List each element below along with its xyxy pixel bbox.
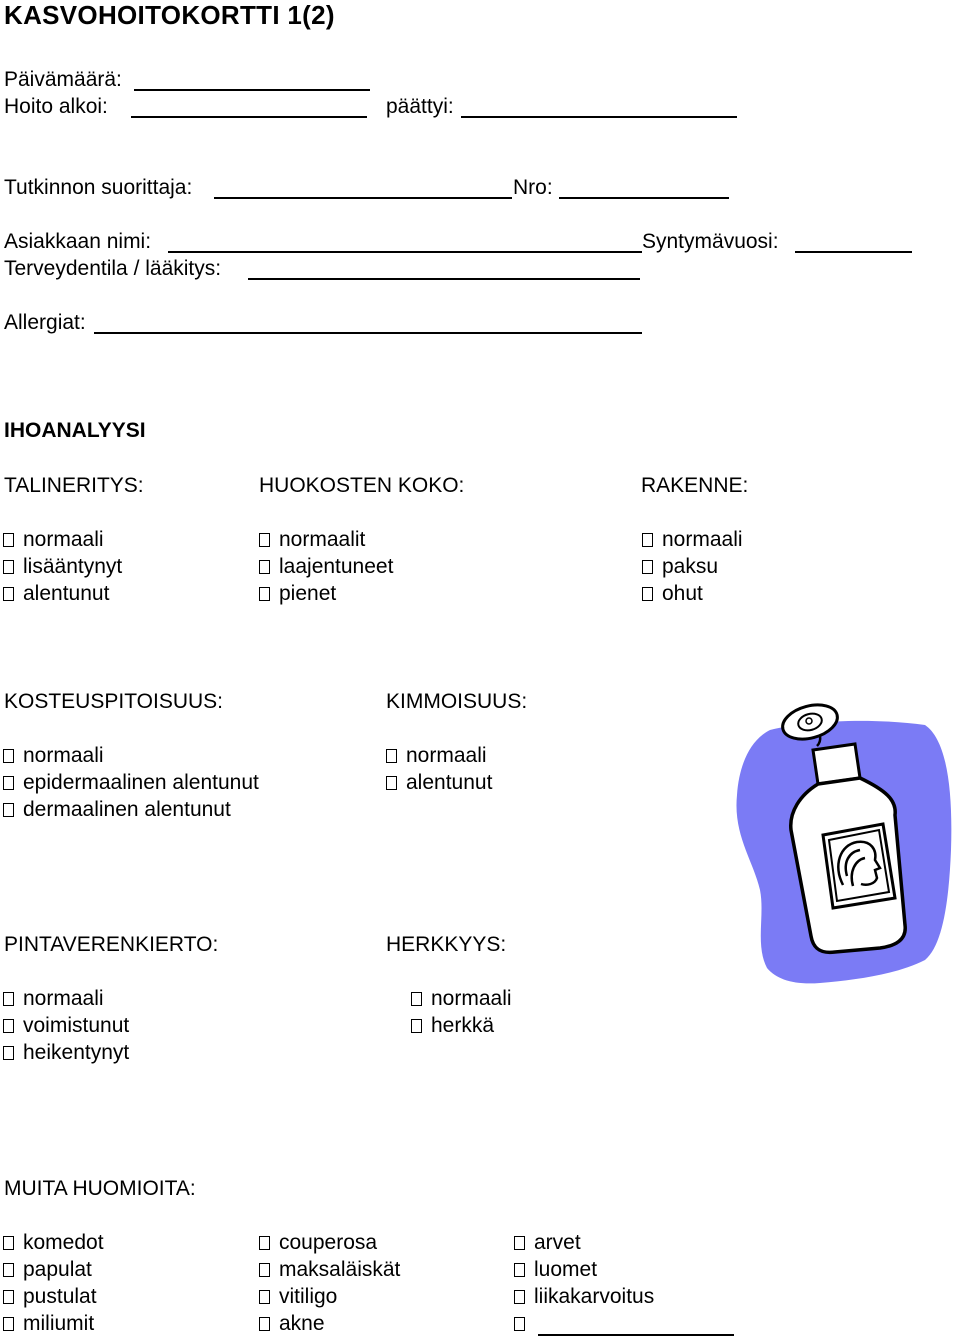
birth-year-field[interactable] [795, 251, 912, 253]
other-option-hirsutism[interactable]: liikakarvoitus [511, 1285, 654, 1309]
moisture-option-dermal[interactable]: dermaalinen alentunut [0, 798, 231, 822]
other-notes-label: MUITA HUOMIOITA: [4, 1177, 196, 1200]
other-option-vitiligo[interactable]: vitiligo [256, 1285, 337, 1309]
number-label: Nro: [513, 176, 553, 199]
moisture-option-normal[interactable]: normaali [0, 744, 104, 768]
form-title: KASVOHOITOKORTTI 1(2) [4, 0, 335, 30]
lotion-bottle-icon [725, 700, 955, 990]
allergies-label: Allergiat: [4, 311, 86, 334]
checkbox[interactable] [259, 587, 270, 601]
other-option-milia[interactable]: miliumit [0, 1312, 94, 1336]
treatment-start-label: Hoito alkoi: [4, 95, 108, 118]
checkbox[interactable] [259, 1263, 270, 1277]
checkbox[interactable] [3, 1263, 14, 1277]
checkbox[interactable] [642, 587, 653, 601]
checkbox[interactable] [514, 1317, 525, 1331]
checkbox[interactable] [259, 533, 270, 547]
examiner-label: Tutkinnon suorittaja: [4, 176, 193, 199]
moisture-option-epidermal[interactable]: epidermaalinen alentunut [0, 771, 259, 795]
checkbox[interactable] [642, 533, 653, 547]
sensitivity-label: HERKKYYS: [386, 933, 507, 956]
pores-option-normal[interactable]: normaalit [256, 528, 365, 552]
other-option-custom[interactable] [511, 1312, 734, 1336]
treatment-start-field[interactable] [131, 116, 367, 118]
pores-option-enlarged[interactable]: laajentuneet [256, 555, 393, 579]
skin-analysis-heading: IHOANALYYSI [4, 419, 146, 442]
elasticity-option-normal[interactable]: normaali [383, 744, 487, 768]
number-field[interactable] [559, 197, 729, 199]
other-option-comedones[interactable]: komedot [0, 1231, 104, 1255]
checkbox[interactable] [3, 992, 14, 1006]
checkbox[interactable] [3, 587, 14, 601]
treatment-end-label: päättyi: [386, 95, 454, 118]
health-label: Terveydentila / lääkitys: [4, 257, 222, 280]
other-custom-field[interactable] [538, 1314, 734, 1336]
sensitivity-option-sensitive[interactable]: herkkä [408, 1014, 494, 1038]
checkbox[interactable] [3, 1317, 14, 1331]
checkbox[interactable] [386, 749, 397, 763]
sebum-label: TALINERITYS: [4, 474, 144, 497]
structure-option-thick[interactable]: paksu [639, 555, 718, 579]
client-name-field[interactable] [168, 251, 642, 253]
other-option-couperose[interactable]: couperosa [256, 1231, 377, 1255]
date-field[interactable] [134, 89, 370, 91]
health-field[interactable] [248, 278, 640, 280]
checkbox[interactable] [3, 1046, 14, 1060]
checkbox[interactable] [259, 1236, 270, 1250]
treatment-end-field[interactable] [461, 116, 737, 118]
other-option-moles[interactable]: luomet [511, 1258, 597, 1282]
client-name-label: Asiakkaan nimi: [4, 230, 152, 253]
checkbox[interactable] [259, 1317, 270, 1331]
circulation-option-increased[interactable]: voimistunut [0, 1014, 129, 1038]
structure-label: RAKENNE: [641, 474, 749, 497]
allergies-field[interactable] [94, 332, 642, 334]
checkbox[interactable] [514, 1263, 525, 1277]
checkbox[interactable] [642, 560, 653, 574]
other-option-scars[interactable]: arvet [511, 1231, 581, 1255]
elasticity-label: KIMMOISUUS: [386, 690, 528, 713]
other-option-acne[interactable]: akne [256, 1312, 325, 1336]
checkbox[interactable] [3, 533, 14, 547]
checkbox[interactable] [3, 803, 14, 817]
other-option-papules[interactable]: papulat [0, 1258, 92, 1282]
checkbox[interactable] [411, 992, 422, 1006]
date-label: Päivämäärä: [4, 68, 122, 91]
checkbox[interactable] [514, 1236, 525, 1250]
checkbox[interactable] [3, 1236, 14, 1250]
checkbox[interactable] [3, 1290, 14, 1304]
elasticity-option-reduced[interactable]: alentunut [383, 771, 492, 795]
checkbox[interactable] [514, 1290, 525, 1304]
other-option-age-spots[interactable]: maksaläiskät [256, 1258, 400, 1282]
checkbox[interactable] [259, 560, 270, 574]
sebum-option-increased[interactable]: lisääntynyt [0, 555, 122, 579]
sebum-option-normal[interactable]: normaali [0, 528, 104, 552]
moisture-label: KOSTEUSPITOISUUS: [4, 690, 223, 713]
structure-option-thin[interactable]: ohut [639, 582, 703, 606]
checkbox[interactable] [411, 1019, 422, 1033]
checkbox[interactable] [3, 1019, 14, 1033]
checkbox[interactable] [3, 776, 14, 790]
checkbox[interactable] [3, 749, 14, 763]
checkbox[interactable] [259, 1290, 270, 1304]
checkbox[interactable] [386, 776, 397, 790]
circulation-label: PINTAVERENKIERTO: [4, 933, 219, 956]
pores-option-small[interactable]: pienet [256, 582, 336, 606]
pores-label: HUOKOSTEN KOKO: [259, 474, 465, 497]
checkbox[interactable] [3, 560, 14, 574]
sensitivity-option-normal[interactable]: normaali [408, 987, 512, 1011]
examiner-field[interactable] [214, 197, 512, 199]
sebum-option-decreased[interactable]: alentunut [0, 582, 109, 606]
circulation-option-weakened[interactable]: heikentynyt [0, 1041, 129, 1065]
circulation-option-normal[interactable]: normaali [0, 987, 104, 1011]
birth-year-label: Syntymävuosi: [642, 230, 779, 253]
structure-option-normal[interactable]: normaali [639, 528, 743, 552]
other-option-pustules[interactable]: pustulat [0, 1285, 97, 1309]
